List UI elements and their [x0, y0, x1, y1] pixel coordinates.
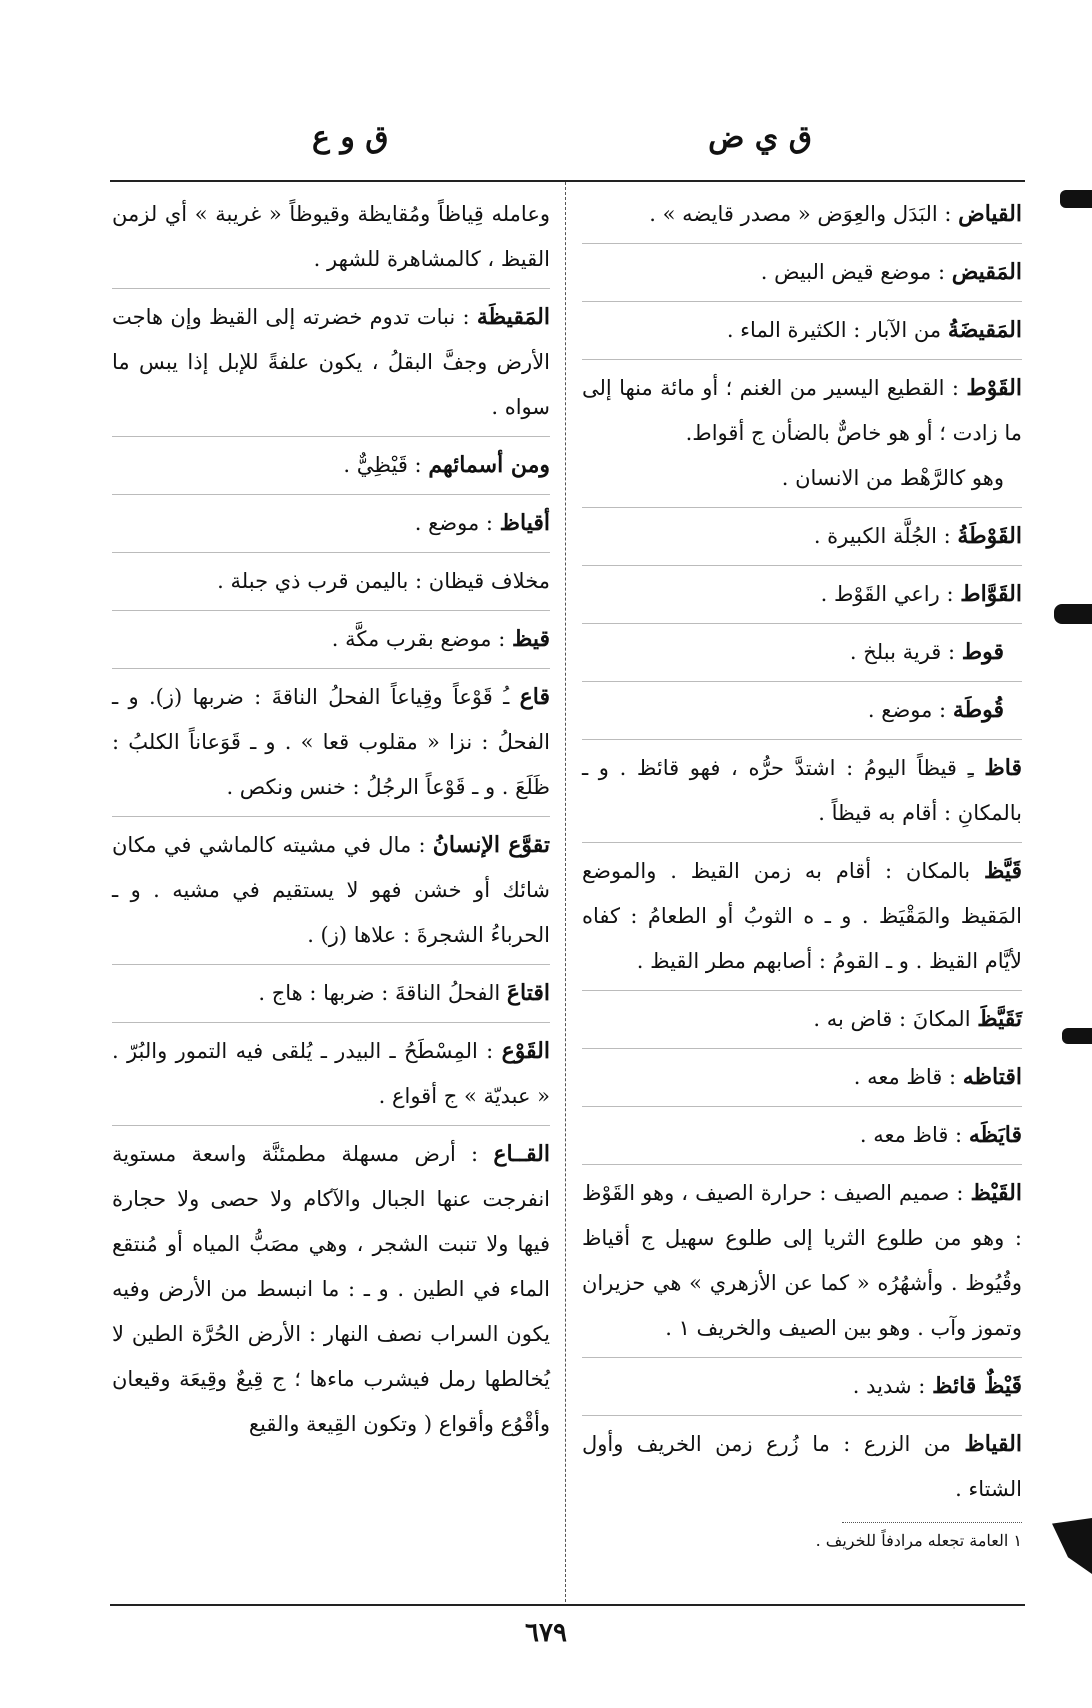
- scan-mark: [1054, 604, 1092, 624]
- entry-definition: الفحلُ الناقةَ : ضربها : هاج .: [258, 981, 507, 1005]
- page-number: ٦٧٩: [525, 1618, 567, 1648]
- entry-definition: من الزرع : ما زُرع زمن الخريف وأول الشتاء .: [582, 1432, 1022, 1501]
- entry-term: المَقيضَةُ: [947, 317, 1022, 343]
- entry-term: القياض: [958, 201, 1022, 227]
- dictionary-entry: [582, 630, 1022, 682]
- entry-term: القياظ: [964, 1431, 1022, 1457]
- column-divider: [565, 182, 566, 1602]
- dictionary-entry: [582, 572, 1022, 624]
- dictionary-entry: [582, 308, 1022, 360]
- entry-definition: : شديد .: [852, 1374, 933, 1398]
- dictionary-entry: [112, 295, 550, 437]
- dictionary-entry: [112, 1029, 550, 1126]
- entry-term: قايَظَه: [968, 1122, 1022, 1148]
- dictionary-entry: [112, 1132, 550, 1447]
- entry-term: المَقيض: [951, 259, 1022, 285]
- entry-definition: : قاظ معه .: [853, 1065, 963, 1089]
- entry-term: القَيْظ: [970, 1180, 1022, 1206]
- dictionary-entry: [582, 1113, 1022, 1165]
- dictionary-entry: [112, 501, 550, 553]
- left-column: [112, 192, 550, 1447]
- entry-definition: : قاظ معه .: [859, 1123, 969, 1147]
- dictionary-entry: [582, 250, 1022, 302]
- entry-continuation: وهو كالرَّهْط من الانسان .: [781, 466, 1004, 490]
- dictionary-entry: [112, 559, 550, 611]
- scan-mark: [1052, 1518, 1092, 1574]
- entry-definition: : مال في مشيته كالماشي في مكان شائك أو خشن فهو لا يستقيم في مشيه . و ـ الحرباءُ الشجرةَ : علاها (ز) .: [112, 833, 550, 947]
- dictionary-entry: [582, 1364, 1022, 1416]
- entry-definition: ـُ قَوْعاً وقِياعاً الفحلُ الناقةَ : ضربها (ز). و ـ الفحلُ : نزا « مقلوب قعا » . و ـ قَوَعاناً الكلبُ : ظَلَعَ . و ـ قَوْعاً الرجُلُ : خنس ونكص .: [112, 685, 550, 799]
- entry-definition: : قرية ببلخ .: [849, 640, 962, 664]
- entry-definition: بالمكان : أقام به زمن القيظ . والموضع المَقيظ والمَقْيَظ . و ـ ه الثوبُ أو الطعامُ : كفاه لأيَّام القيظ . و ـ القومُ : أصابهم مطر القيظ .: [582, 859, 1022, 973]
- entry-term: القَوْط: [966, 375, 1022, 401]
- footnote-rule: [842, 1522, 1022, 1523]
- dictionary-entry: [582, 746, 1022, 843]
- entry-term: قُوطَة: [952, 697, 1004, 723]
- entry-definition: من الآبار : الكثيرة الماء .: [726, 318, 948, 342]
- scan-mark: [1062, 1028, 1092, 1044]
- entry-definition: : راعي القَوْط .: [820, 582, 961, 606]
- entry-definition: وعامله قِياظاً ومُقايظة وقيوظاً « غريبة » أي لزمن القيظ ، كالمشاهرة للشهر .: [112, 202, 550, 271]
- entry-term: القَوَّاط: [960, 581, 1022, 607]
- scan-mark: [1060, 190, 1092, 208]
- entry-term: قَيْظٌ قائظ: [932, 1373, 1022, 1399]
- dictionary-entry: [112, 971, 550, 1023]
- dictionary-entry: [112, 443, 550, 495]
- entry-definition: ـِ قيظاً اليومُ : اشتدَّ حرُّه ، فهو قائظ . و ـ بالمكانِ : أقام به قيظاً .: [582, 756, 1022, 825]
- dictionary-entry: [582, 192, 1022, 244]
- dictionary-entry: [112, 675, 550, 817]
- entry-definition: : البَدَل والعِوَض « مصدر قايضه » .: [649, 202, 959, 226]
- entry-definition: : أرض مسهلة مطمئنَّة واسعة مستوية انفرجت عنها الجبال والآكام ولا حصى ولا حجارة فيها ولا تنبت الشجر ، وهي مصَبُّ المياه أو مُنتقع الماء في الطين . و ـ : ما انبسط من الأرض وفيه يكون السراب نصف النهار : الأرض الحُرَّة الطين لا يُخالطها رمل فيشرب ماءها ؛ ج قِيعٌ وقِيعَة وقيعان وأقْوُع وأقواع ( وتكون القِيعة والقيع: [112, 1142, 550, 1436]
- entry-term: اقتاعَ: [506, 980, 550, 1006]
- footer-rule: [110, 1604, 1025, 1606]
- entry-term: تَقَيَّظَ: [977, 1006, 1022, 1032]
- entry-definition: : موضع .: [867, 698, 953, 722]
- entry-definition: : موضع قيض البيض .: [760, 260, 952, 284]
- entry-term: تقوَّع الإنسانُ: [432, 832, 551, 858]
- dictionary-entry: [112, 823, 550, 965]
- entry-term: القَوْطَةُ: [957, 523, 1022, 549]
- entry-definition: : الجُلَّة الكبيرة .: [813, 524, 958, 548]
- entry-term: أقياظ: [499, 510, 550, 536]
- entry-term: قَيَّظ: [983, 858, 1022, 884]
- entry-definition: : صميم الصيف : حرارة الصيف ، وهو القَوْظ : وهو من طلوع الثريا إلى طلوع سهيل ج أقياظ وقُيُوظ . وأشهُرُه « كما عن الأزهري » هي حزيران وتموز وآب . وهو بين الصيف والخريف ١ .: [582, 1181, 1022, 1340]
- header-rule: [110, 180, 1025, 182]
- entry-term: قاع: [519, 684, 550, 710]
- entry-definition: : القطيع اليسير من الغنم ؛ أو مائة منها إلى ما زادت ؛ أو هو خاصٌّ بالضأن ج أقواط.: [582, 376, 1022, 445]
- entry-definition: : قَيْظِيٌّ .: [343, 453, 429, 477]
- right-column-header: ق ي ض: [708, 120, 812, 155]
- entry-definition: : موضع .: [414, 511, 500, 535]
- dictionary-entry: [582, 997, 1022, 1049]
- entry-term: قيظ: [511, 626, 550, 652]
- entry-term: قاظ: [984, 755, 1022, 781]
- footnote: ١ العامة تجعله مرادفاً للخريف .: [815, 1531, 1022, 1550]
- dictionary-entry: [582, 1055, 1022, 1107]
- entry-term: القَوْع: [501, 1038, 550, 1064]
- dictionary-entry: [112, 192, 550, 289]
- dictionary-entry: [582, 688, 1022, 740]
- entry-term: اقتاظه: [962, 1064, 1022, 1090]
- entry-definition: : نبات تدوم خضرته إلى القيظ وإن هاجت الأرض وجفَّ البقلُ ، يكون علفةً للإبل إذا يبس ما سواه .: [112, 305, 550, 419]
- dictionary-entry: [582, 1422, 1022, 1512]
- right-column: [582, 192, 1022, 1553]
- entry-definition: : المِسْطَحُ ـ البيدر ـ يُلقى فيه التمور والبُرّ . « عبديّة » ج أقواع .: [112, 1039, 550, 1108]
- dictionary-entry: [112, 617, 550, 669]
- dictionary-entry: [582, 1171, 1022, 1358]
- dictionary-entry: [582, 849, 1022, 991]
- entry-definition: : موضع بقرب مكَّة .: [331, 627, 512, 651]
- entry-term: ومن أسمائهم: [428, 452, 550, 478]
- left-column-header: ق و ع: [312, 120, 389, 155]
- dictionary-entry: [582, 514, 1022, 566]
- entry-definition: المكانَ : قاض به .: [813, 1007, 978, 1031]
- entry-term: القــاع: [493, 1141, 550, 1167]
- dictionary-entry: [582, 366, 1022, 508]
- entry-term: قوط: [961, 639, 1004, 665]
- entry-term: المَقيظَة: [476, 304, 550, 330]
- entry-definition: مخلاف قيظان : باليمن قرب ذي جبلة .: [217, 569, 550, 593]
